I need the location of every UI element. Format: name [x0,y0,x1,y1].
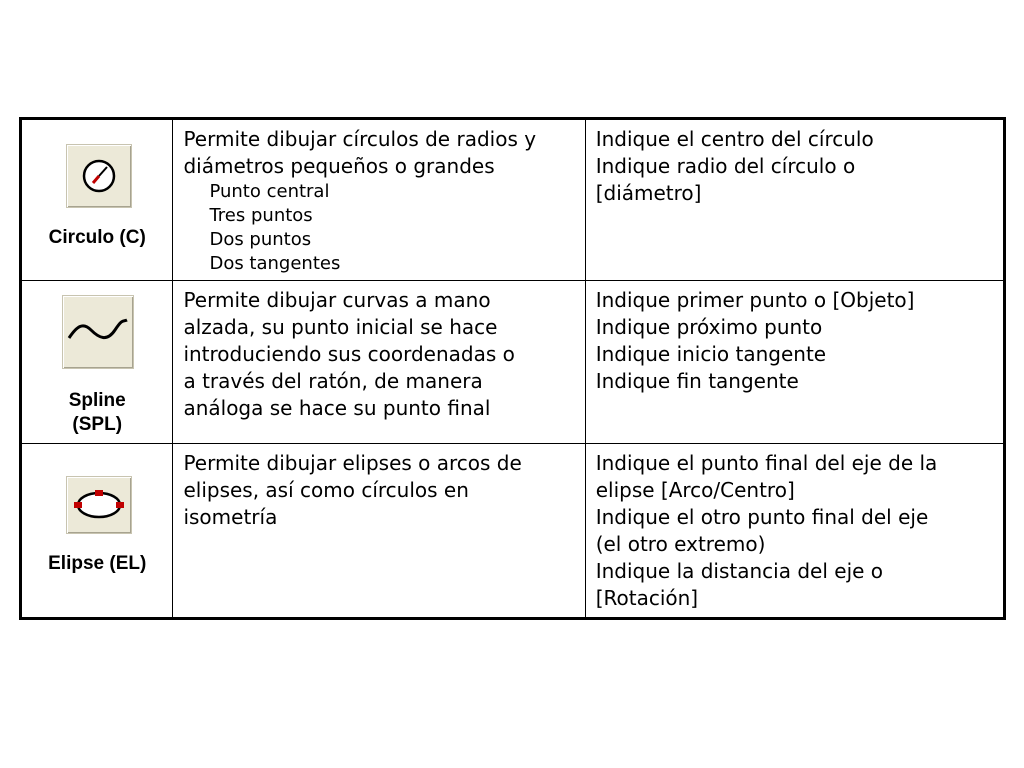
description-line: alzada, su punto inicial se hace [183,315,498,339]
description-cell-ellipse [173,444,585,619]
option-item: Tres puntos [209,205,313,226]
ellipse-tool-icon [66,476,132,534]
prompt-line: Indique primer punto o [Objeto] [595,288,915,312]
tool-name-ellipse: Elipse (EL) [48,553,147,574]
prompt-line: (el otro extremo) [595,532,766,556]
prompt-line: [Rotación] [595,586,699,610]
tool-name-line: (SPL) [72,414,123,435]
prompt-line: Indique próximo punto [595,315,823,339]
description-cell-circle [173,119,585,281]
prompt-line: [diámetro] [595,181,702,205]
description-line: isometría [183,505,278,529]
table-row [21,119,1005,281]
prompt-line: Indique inicio tangente [595,342,827,366]
description-cell-spline [173,281,585,444]
tool-cell-spline [21,281,173,444]
description-line: Permite dibujar círculos de radios y [183,127,537,151]
description-line: análoga se hace su punto final [183,396,491,420]
option-item: Dos puntos [209,229,312,250]
tool-name-line: Spline [68,390,126,411]
table-row [21,281,1005,444]
description-line: Permite dibujar elipses o arcos de [183,451,522,475]
option-item: Punto central [209,181,330,202]
prompt-line: Indique el centro del círculo [595,127,874,151]
prompt-line: elipse [Arco/Centro] [595,478,795,502]
tool-cell-ellipse [21,444,173,619]
prompt-line: Indique fin tangente [595,369,799,393]
prompts-cell-ellipse [585,444,1004,619]
prompt-line: Indique la distancia del eje o [595,559,884,583]
tool-name-spline [26,389,168,437]
prompts-cell-circle [585,119,1004,281]
prompt-line: Indique el punto final del eje de la [595,451,938,475]
description-line: Permite dibujar curvas a mano [183,288,491,312]
prompt-line: Indique el otro punto final del eje [595,505,929,529]
table-row [21,444,1005,619]
description-line: elipses, así como círculos en [183,478,469,502]
description-line: introduciendo sus coordenadas o [183,342,515,366]
spline-tool-icon [62,295,134,369]
tool-name-circle: Circulo (C) [48,227,146,248]
circle-tool-icon [66,144,132,208]
description-line: a través del ratón, de manera [183,369,483,393]
prompts-cell-spline [585,281,1004,444]
prompt-line: Indique radio del círculo o [595,154,856,178]
description-line: diámetros pequeños o grandes [183,154,495,178]
tool-cell-circle [21,119,173,281]
command-table [19,117,1006,620]
option-item: Dos tangentes [209,253,341,274]
